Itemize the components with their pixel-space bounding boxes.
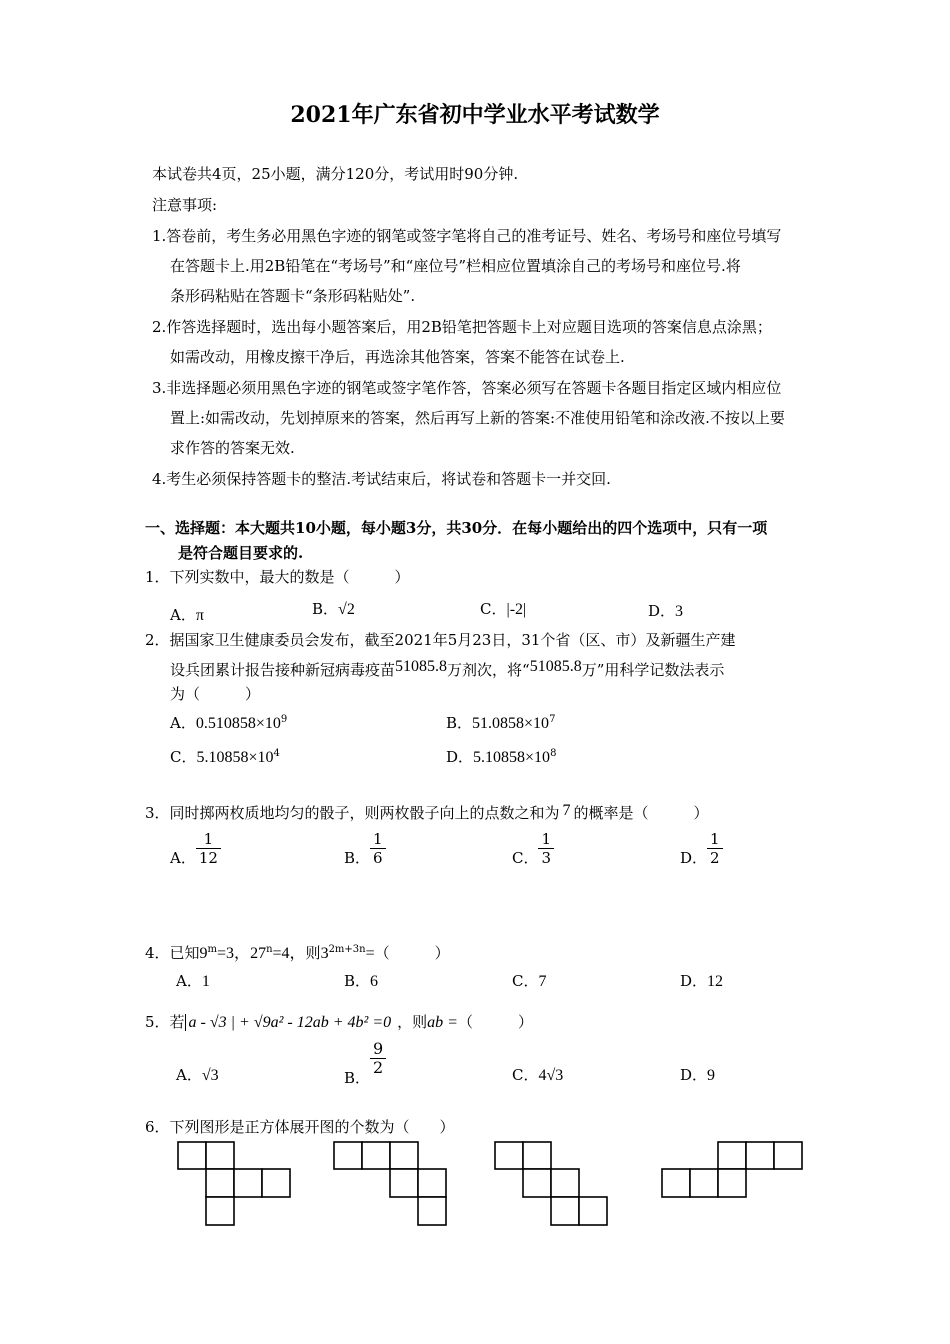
q3-option-a: A． $\frac{1}{12}$ — [170, 830, 221, 867]
option-label: A． — [170, 606, 196, 624]
page-title: 2021年广东省初中学业水平考试数学 — [290, 102, 660, 128]
q4-option-a: A．1 — [176, 972, 210, 990]
notes-heading: 注意事项: — [152, 196, 218, 214]
cube-net-2 — [334, 1142, 446, 1225]
option-value: √2 — [338, 601, 355, 618]
note-1-line-3: 条形码粘贴在答题卡“条形码粘贴处”. — [170, 287, 416, 305]
q4-option-c: C．7 — [512, 972, 547, 990]
note-2-line-2: 如需改动，用橡皮擦干净后，再选涂其他答案，答案不能答在试卷上. — [170, 348, 625, 366]
note-1-line-1: 1.答卷前，考生务必用黑色字迹的钢笔或签字笔将自己的准考证号、姓名、考场号和座位号填写 — [152, 227, 782, 245]
option-value: 3 — [675, 603, 684, 620]
q2-option-d: D．$5.10858\times 10^8$ — [446, 748, 557, 766]
note-3-line-1: 3.非选择题必须用黑色字迹的钢笔或签字笔作答，答案必须写在答题卡各题目指定区域内相应位 — [152, 379, 782, 397]
q4-stem: 4．已知$9^m=3$，$27^n=4$，则$3^{2m+3n}=$（ ） — [145, 944, 450, 962]
q2-line-2: 设兵团累计报告接种新冠病毒疫苗51085.8万剂次，将“51085.8万”用科学记数法表示 — [170, 658, 725, 679]
q2-option-c: C．$5.10858\times 10^4$ — [170, 748, 280, 766]
q3-option-c: C． $\frac{1}{3}$ — [512, 830, 554, 867]
note-3-line-2: 置上:如需改动，先划掉原来的答案，然后再写上新的答案:不准使用铅笔和涂改液.不按以上要 — [170, 409, 785, 427]
q5-stem: 5．若 a - √3 | + √9a² - 12ab + 4b² =0 ，则ab =（ ） — [145, 1013, 533, 1031]
cube-net-4 — [662, 1142, 802, 1197]
option-label: D． — [648, 602, 676, 620]
note-2-line-1: 2.作答选择题时，选出每小题答案后，用2B铅笔把答题卡上对应题目选项的答案信息点涂黑； — [152, 318, 772, 336]
q2-line-3: 为（ ） — [170, 685, 261, 703]
q5-option-d: D．9 — [680, 1066, 716, 1084]
option-value: |-2| — [506, 601, 527, 618]
note-4-line-1: 4.考生必须保持答题卡的整洁.考试结束后，将试卷和答题卡一并交回. — [152, 470, 611, 488]
q2-line-1: 2．据国家卫生健康委员会发布，截至2021年5月23日，31个省（区、市）及新疆生产建 — [145, 631, 736, 649]
option-label: B． — [312, 600, 339, 618]
q3-option-b: B． $\frac{1}{6}$ — [344, 830, 386, 867]
option-value: π — [195, 607, 204, 624]
q2-option-a: A．$0.510858\times 10^9$ — [170, 714, 288, 732]
q2-number-2: 51085.8 — [529, 658, 582, 675]
section-1-heading: 一、选择题：本大题共10小题，每小题3分，共30分．在每小题给出的四个选项中，只有一项 — [145, 519, 768, 537]
cube-net-3 — [495, 1142, 607, 1225]
note-3-line-3: 求作答的答案无效. — [170, 439, 295, 457]
q5-option-b: B． $\frac{9}{2}$ — [344, 1040, 386, 1077]
q3-stem: 3．同时掷两枚质地均匀的骰子，则两枚骰子向上的点数之和为 7 的概率是（ ） — [145, 802, 709, 822]
q2-option-b: B．$51.0858\times 10^7$ — [446, 714, 556, 732]
section-1-heading-cont: 是符合题目要求的. — [178, 544, 304, 562]
q2-number: 51085.8 — [395, 658, 448, 675]
option-label: C． — [480, 600, 507, 618]
q3-option-d: D． $\frac{1}{2}$ — [680, 830, 723, 867]
q6-stem: 6．下列图形是正方体展开图的个数为（ ） — [145, 1118, 455, 1136]
q4-option-d: D．12 — [680, 972, 724, 990]
note-1-line-2: 在答题卡上.用2B铅笔在“考场号”和“座位号”栏相应位置填涂自己的考场号和座位号.将 — [170, 257, 741, 275]
cube-net-1 — [178, 1142, 290, 1225]
intro-text: 本试卷共4页，25小题，满分120分，考试用时90分钟. — [152, 165, 519, 183]
q5-option-c: C．4√3 — [512, 1066, 564, 1084]
q1-stem: 1．下列实数中，最大的数是（ ） — [145, 568, 410, 586]
q5-expression: a - √3 | + √9a² - 12ab + 4b² =0 — [185, 1014, 392, 1031]
q4-option-b: B．6 — [344, 972, 379, 990]
q5-option-a: A．√3 — [176, 1066, 219, 1084]
